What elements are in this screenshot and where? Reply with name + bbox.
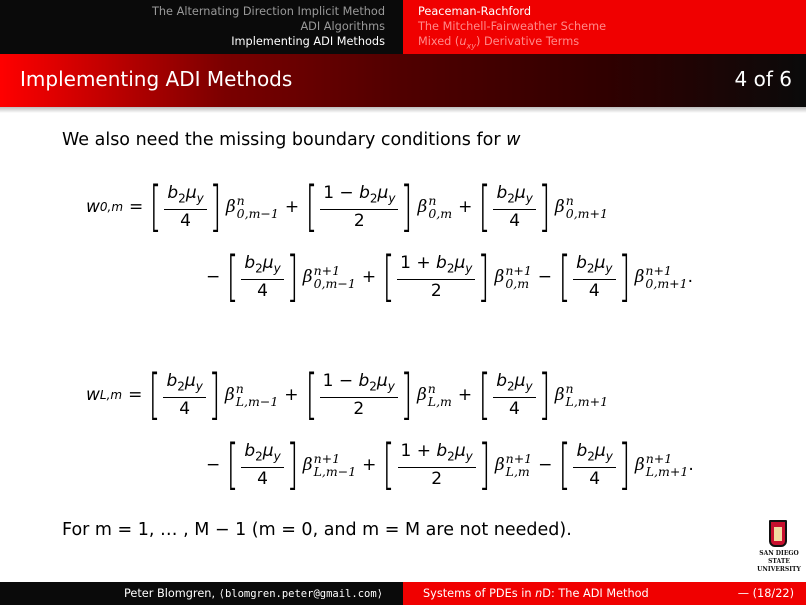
footer-author: Peter Blomgren, ⟨blomgren.peter@gmail.com⟩: [0, 582, 403, 605]
shield-icon: [769, 520, 787, 547]
frame-title: Implementing ADI Methods: [20, 67, 293, 91]
nav-subsection-mitchell-fairweather[interactable]: The Mitchell-Fairweather Scheme: [418, 20, 607, 33]
footer-page-number: — (18/22): [737, 587, 794, 600]
nav-subsection-mixed-derivative[interactable]: Mixed $(u_{xy})$ Derivative Terms: [418, 35, 580, 51]
nav-subsection-peaceman-rachford[interactable]: Peaceman-Rachford: [418, 5, 532, 18]
intro-text: We also need the missing boundary conditions for w: [62, 130, 521, 150]
footer-presentation-title: Systems of PDEs in nD: The ADI Method: [423, 587, 649, 600]
equation-wLm-line1: w L,m = [ $\frac{b_2\mu_y}{4}$ ] β n L,m−1 + [ $\frac{1 - b_2\mu_y}{2}$ ] β n L,m + [ $\frac{b_2\mu_y}{4}$ ] β n L,m+1: [86, 363, 609, 426]
equation-w0m-line1: w 0,m = [ $\frac{b_2\mu_y}{4}$ ] β n 0,m−1 + [ $\frac{1 - b_2\mu_y}{2}$ ] β n 0,m + [ $\frac{b_2\mu_y}{4}$ ] β n 0,m+1: [86, 175, 608, 238]
title-shadow: [0, 107, 806, 113]
nav-section-adi-algorithms[interactable]: ADI Algorithms: [300, 20, 385, 33]
footline: [0, 582, 806, 605]
headline-nav: [0, 0, 806, 54]
footer-title: [403, 582, 806, 605]
outro-text: For m = 1, … , M − 1 (m = 0, and m = M are not needed).: [62, 520, 572, 540]
equation-w0m-line2: − [ $\frac{b_2\mu_y}{4}$ ] β n+1 0,m−1 + [ $\frac{1 + b_2\mu_y}{2}$ ] β n+1 0,m − [ $\frac{b_2\mu_y}{4}$ ] β n+1 0,m+1 .: [206, 245, 694, 308]
equation-wLm-line2: − [ $\frac{b_2\mu_y}{4}$ ] β n+1 L,m−1 + [ $\frac{1 + b_2\mu_y}{2}$ ] β n+1 L,m − [ $\frac{b_2\mu_y}{4}$ ] β n+1 L,m+1 .: [206, 433, 694, 496]
subsection-nav: [403, 0, 806, 54]
nav-section-implementing-adi[interactable]: Implementing ADI Methods: [231, 35, 385, 48]
section-nav: [0, 0, 403, 54]
frame-page-count: 4 of 6: [734, 67, 792, 91]
footer-email[interactable]: ⟨blomgren.peter@gmail.com⟩: [218, 588, 383, 600]
nav-section-adi-method[interactable]: The Alternating Direction Implicit Method: [151, 5, 385, 18]
frame-title-bar: [0, 54, 806, 107]
sdsu-logo: SAN DIEGO STATE UNIVERSITY: [752, 520, 806, 570]
